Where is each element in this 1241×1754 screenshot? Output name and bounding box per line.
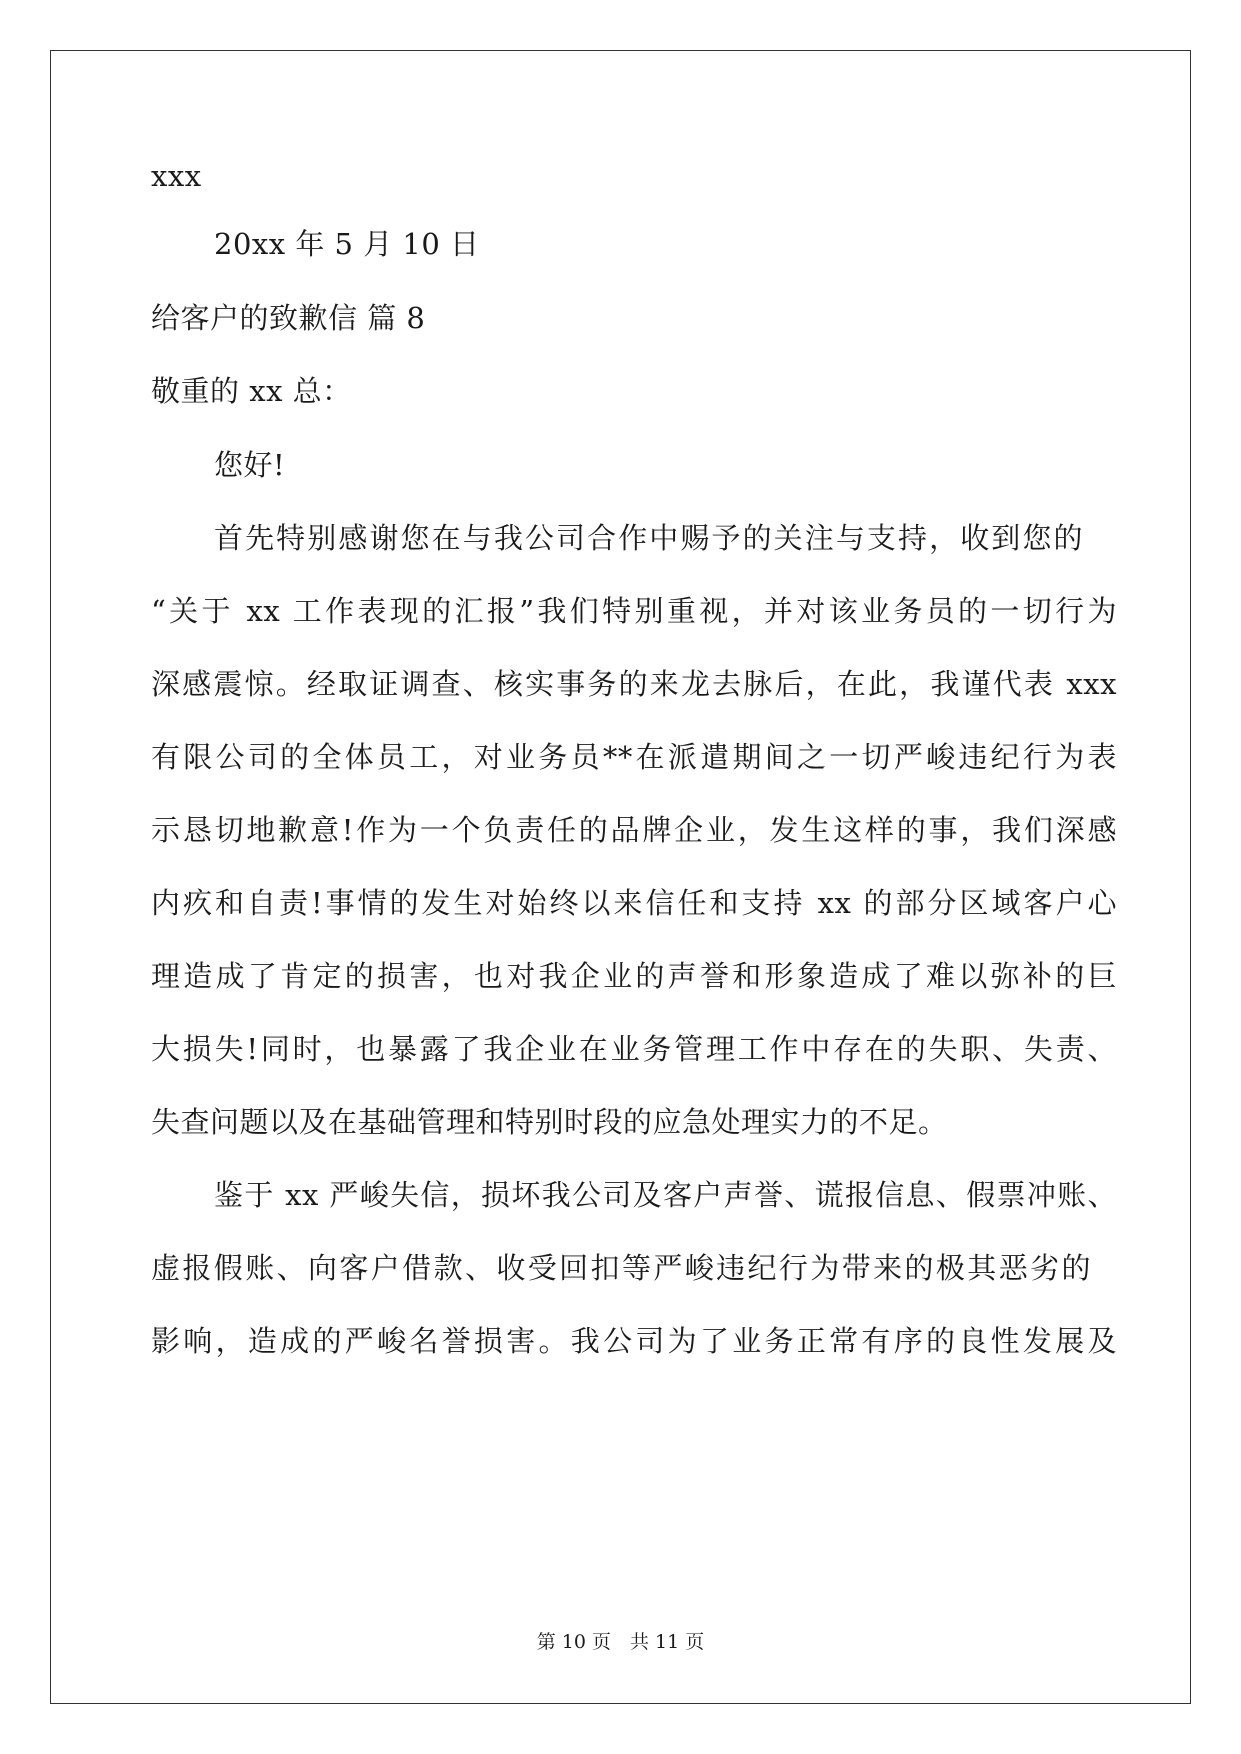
body-line: 示恳切地歉意!作为一个负责任的品牌企业，发生这样的事，我们深感 [151, 813, 1117, 847]
body-line: 影响，造成的严峻名誉损害。我公司为了业务正常有序的良性发展及 [151, 1324, 1117, 1358]
page-border [50, 50, 1191, 1704]
body-line: 失查问题以及在基础管理和特别时段的应急处理实力的不足。 [151, 1105, 948, 1139]
signature: xxx [151, 159, 202, 193]
section-title: 给客户的致歉信 篇 8 [151, 301, 426, 335]
body-line: 虚报假账、向客户借款、收受回扣等严峻违纪行为带来的极其恶劣的 [151, 1251, 1091, 1285]
letter-date: 20xx 年 5 月 10 日 [214, 227, 480, 261]
body-line: 深感震惊。经取证调查、核实事务的来龙去脉后，在此，我谨代表 xxx [151, 667, 1117, 701]
body-line: 大损失!同时，也暴露了我企业在业务管理工作中存在的失职、失责、 [151, 1032, 1117, 1066]
body-line: 内疚和自责!事情的发生对始终以来信任和支持 xx 的部分区域客户心 [151, 886, 1117, 920]
body-line: 鉴于 xx 严峻失信，损坏我公司及客户声誉、谎报信息、假票冲账、 [214, 1178, 1117, 1212]
body-line: 首先特别感谢您在与我公司合作中赐予的关注与支持，收到您的 [214, 521, 1083, 555]
body-line: “关于 xx 工作表现的汇报”我们特别重视，并对该业务员的一切行为 [151, 594, 1117, 628]
salutation: 敬重的 xx 总： [151, 374, 352, 408]
body-line: 有限公司的全体员工，对业务员**在派遣期间之一切严峻违纪行为表 [151, 740, 1117, 774]
body-line: 理造成了肯定的损害，也对我企业的声誉和形象造成了难以弥补的巨 [151, 959, 1117, 993]
page-number-footer: 第 10 页 共 11 页 [536, 1631, 705, 1653]
greeting: 您好! [214, 448, 286, 482]
